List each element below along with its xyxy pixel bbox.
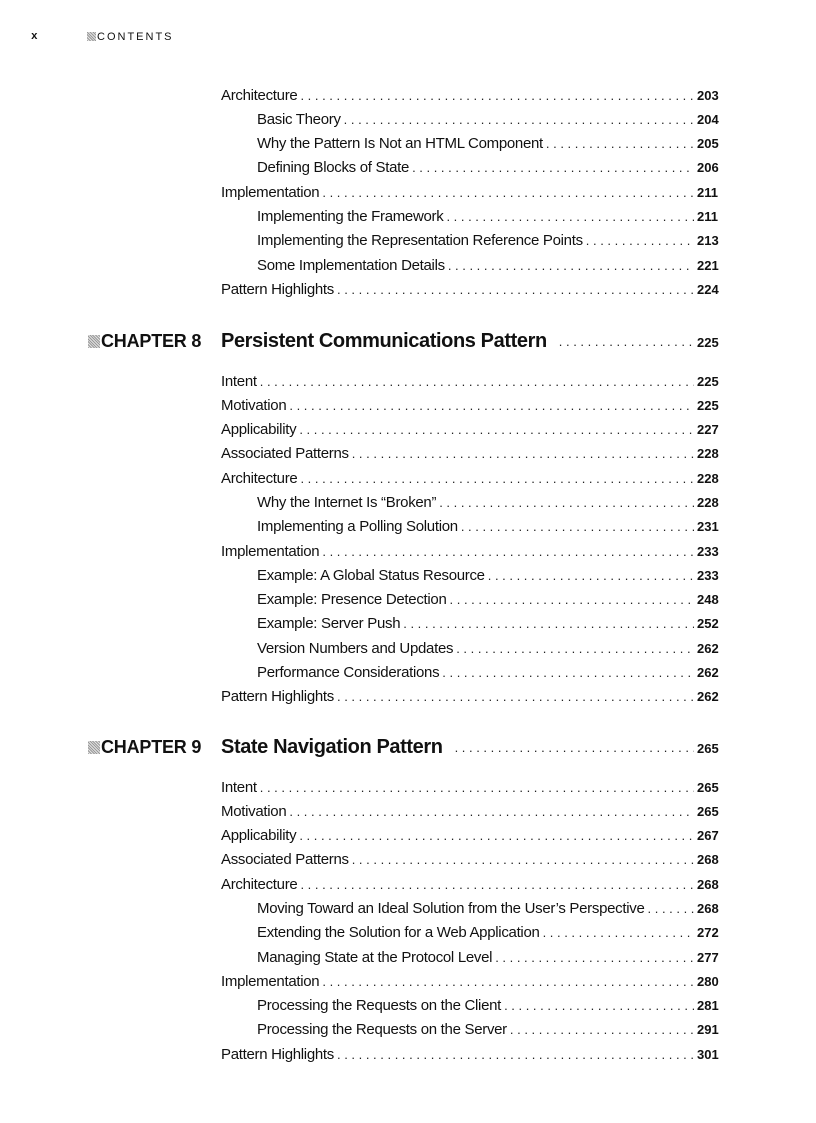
dot-leader	[289, 800, 694, 824]
toc-subentry[interactable]	[0, 921, 816, 945]
toc-entry[interactable]	[0, 685, 816, 709]
chapter-heading[interactable]	[0, 732, 816, 762]
entry-page-number: 225	[697, 373, 719, 389]
entry-title: Why the Pattern Is Not an HTML Component	[257, 135, 543, 153]
toc-entry[interactable]	[0, 394, 816, 418]
entry-page-number: 265	[697, 779, 719, 795]
toc-entry[interactable]	[0, 418, 816, 442]
toc-subentry[interactable]	[0, 254, 816, 278]
entry-title: Version Numbers and Updates	[257, 639, 454, 657]
entry-title: Intent	[221, 372, 257, 390]
dot-leader	[322, 181, 694, 205]
dot-leader	[322, 970, 694, 994]
entry-page-number: 233	[697, 543, 719, 559]
dot-leader	[344, 108, 694, 132]
entry-page-number: 203	[697, 87, 719, 103]
chapter-mark-icon	[88, 741, 100, 754]
entry-title: Architecture	[221, 469, 298, 487]
entry-page-number: 267	[697, 828, 719, 844]
dot-leader	[337, 278, 694, 302]
dot-leader	[299, 418, 694, 442]
toc-subentry[interactable]	[0, 661, 816, 685]
dot-leader	[543, 921, 694, 945]
entry-page-number: 262	[697, 689, 719, 705]
toc-chapter-9-entries	[0, 776, 816, 1068]
dot-leader	[450, 588, 694, 612]
dot-leader	[586, 229, 694, 253]
chapter-title: State Navigation Pattern	[221, 735, 443, 758]
toc-chapter-8-entries	[0, 370, 816, 710]
entry-page-number: 248	[697, 592, 719, 608]
dot-leader	[648, 897, 694, 921]
entry-page-number: 268	[697, 900, 719, 916]
entry-title: Performance Considerations	[257, 664, 440, 682]
entry-title: Implementing the Representation Reference Points	[257, 232, 583, 250]
entry-title: Associated Patterns	[221, 851, 349, 869]
entry-page-number: 221	[697, 257, 719, 273]
toc-subentry[interactable]	[0, 612, 816, 636]
entry-page-number: 272	[697, 925, 719, 941]
dot-leader	[300, 873, 694, 897]
dot-leader	[510, 1018, 694, 1042]
dot-leader	[559, 334, 694, 349]
entry-title: Moving Toward an Ideal Solution from the User’s Perspective	[257, 899, 645, 917]
chapter-page-number: 225	[697, 335, 719, 350]
entry-page-number: 206	[697, 160, 719, 176]
dot-leader	[337, 1043, 694, 1067]
dot-leader	[546, 132, 694, 156]
running-head	[0, 30, 816, 44]
dot-leader	[455, 740, 694, 755]
dot-leader	[300, 467, 694, 491]
entry-title: Pattern Highlights	[221, 688, 334, 706]
toc-subentry[interactable]	[0, 588, 816, 612]
dot-leader	[504, 994, 694, 1018]
toc-entry[interactable]	[0, 467, 816, 491]
toc-subentry[interactable]	[0, 132, 816, 156]
entry-page-number: 280	[697, 973, 719, 989]
dot-leader	[446, 205, 694, 229]
entry-page-number: 231	[697, 519, 719, 535]
toc-chapter-9	[0, 732, 816, 762]
toc-entry[interactable]	[0, 800, 816, 824]
entry-page-number: 204	[697, 111, 719, 127]
entry-title: Extending the Solution for a Web Application	[257, 924, 540, 942]
dot-leader	[403, 612, 694, 636]
chapter-title: Persistent Communications Pattern	[221, 329, 547, 352]
entry-page-number: 262	[697, 640, 719, 656]
toc-entry[interactable]	[0, 848, 816, 872]
entry-title: Pattern Highlights	[221, 280, 334, 298]
entry-page-number: 265	[697, 803, 719, 819]
toc-subentry[interactable]	[0, 1018, 816, 1042]
entry-page-number: 211	[697, 208, 718, 224]
entry-page-number: 268	[697, 852, 719, 868]
toc-subentry[interactable]	[0, 156, 816, 180]
toc-entry[interactable]	[0, 824, 816, 848]
entry-title: Basic Theory	[257, 110, 341, 128]
dot-leader	[442, 661, 694, 685]
dot-leader	[322, 540, 694, 564]
entry-page-number: 211	[697, 184, 718, 200]
entry-page-number: 227	[697, 422, 719, 438]
entry-page-number: 205	[697, 136, 719, 152]
toc-entry[interactable]	[0, 776, 816, 800]
dot-leader	[352, 442, 694, 466]
chapter-label: CHAPTER 8	[101, 331, 202, 351]
dot-leader	[488, 564, 694, 588]
entry-title: Motivation	[221, 396, 287, 414]
entry-title: Implementing the Framework	[257, 207, 444, 225]
toc-chapter-8	[0, 326, 816, 356]
dot-leader	[299, 824, 694, 848]
entry-page-number: 224	[697, 281, 719, 297]
entry-page-number: 262	[697, 665, 719, 681]
running-head-title: CONTENTS	[97, 31, 174, 43]
toc-entry[interactable]	[0, 370, 816, 394]
entry-title: Implementation	[221, 183, 320, 201]
dot-leader	[337, 685, 694, 709]
entry-title: Managing State at the Protocol Level	[257, 948, 493, 966]
entry-title: Implementation	[221, 972, 320, 990]
toc-section-chapter7-continued	[0, 84, 816, 303]
entry-title: Processing the Requests on the Client	[257, 997, 502, 1015]
chapter-label: CHAPTER 9	[101, 737, 202, 757]
running-head-mark-icon	[87, 32, 96, 41]
entry-title: Applicability	[221, 827, 297, 845]
entry-page-number: 228	[697, 470, 719, 486]
entry-title: Defining Blocks of State	[257, 159, 410, 177]
entry-title: Architecture	[221, 86, 298, 104]
entry-title: Some Implementation Details	[257, 256, 445, 274]
entry-title: Example: A Global Status Resource	[257, 566, 485, 584]
entry-page-number: 252	[697, 616, 719, 632]
entry-title: Example: Server Push	[257, 615, 401, 633]
toc-subentry[interactable]	[0, 564, 816, 588]
chapter-heading[interactable]	[0, 326, 816, 356]
toc-entry[interactable]	[0, 873, 816, 897]
entry-page-number: 225	[697, 397, 719, 413]
toc-entry[interactable]	[0, 540, 816, 564]
dot-leader	[456, 637, 694, 661]
dot-leader	[260, 776, 694, 800]
entry-title: Implementing a Polling Solution	[257, 518, 458, 536]
dot-leader	[495, 946, 694, 970]
entry-page-number: 301	[697, 1046, 719, 1062]
toc-subentry[interactable]	[0, 897, 816, 921]
toc-subentry[interactable]	[0, 205, 816, 229]
entry-title: Motivation	[221, 802, 287, 820]
entry-page-number: 268	[697, 876, 719, 892]
entry-page-number: 228	[697, 446, 719, 462]
chapter-page-number: 265	[697, 741, 719, 756]
page-folio: x	[31, 31, 38, 43]
entry-title: Applicability	[221, 421, 297, 439]
entry-title: Associated Patterns	[221, 445, 349, 463]
dot-leader	[461, 515, 694, 539]
toc-entry[interactable]	[0, 181, 816, 205]
toc-subentry[interactable]	[0, 515, 816, 539]
toc-entry[interactable]	[0, 278, 816, 302]
entry-page-number: 281	[697, 998, 719, 1014]
entry-title: Example: Presence Detection	[257, 591, 447, 609]
chapter-mark-icon	[88, 335, 100, 348]
entry-title: Why the Internet Is “Broken”	[257, 493, 437, 511]
entry-page-number: 228	[697, 494, 719, 510]
entry-title: Processing the Requests on the Server	[257, 1021, 507, 1039]
entry-title: Architecture	[221, 875, 298, 893]
dot-leader	[260, 370, 694, 394]
toc-subentry[interactable]	[0, 108, 816, 132]
toc-entry[interactable]	[0, 442, 816, 466]
toc-entry[interactable]	[0, 970, 816, 994]
entry-page-number: 233	[697, 567, 719, 583]
toc-subentry[interactable]	[0, 946, 816, 970]
entry-title: Pattern Highlights	[221, 1045, 334, 1063]
dot-leader	[300, 84, 694, 108]
entry-page-number: 213	[697, 233, 719, 249]
toc-entry[interactable]	[0, 1043, 816, 1067]
toc-subentry[interactable]	[0, 229, 816, 253]
toc-entry[interactable]	[0, 84, 816, 108]
toc-subentry[interactable]	[0, 637, 816, 661]
dot-leader	[352, 848, 694, 872]
entry-page-number: 291	[697, 1022, 719, 1038]
entry-title: Implementation	[221, 542, 320, 560]
dot-leader	[448, 254, 694, 278]
entry-page-number: 277	[697, 949, 719, 965]
entry-title: Intent	[221, 778, 257, 796]
toc-subentry[interactable]	[0, 491, 816, 515]
dot-leader	[439, 491, 694, 515]
dot-leader	[289, 394, 694, 418]
dot-leader	[412, 156, 694, 180]
toc-subentry[interactable]	[0, 994, 816, 1018]
